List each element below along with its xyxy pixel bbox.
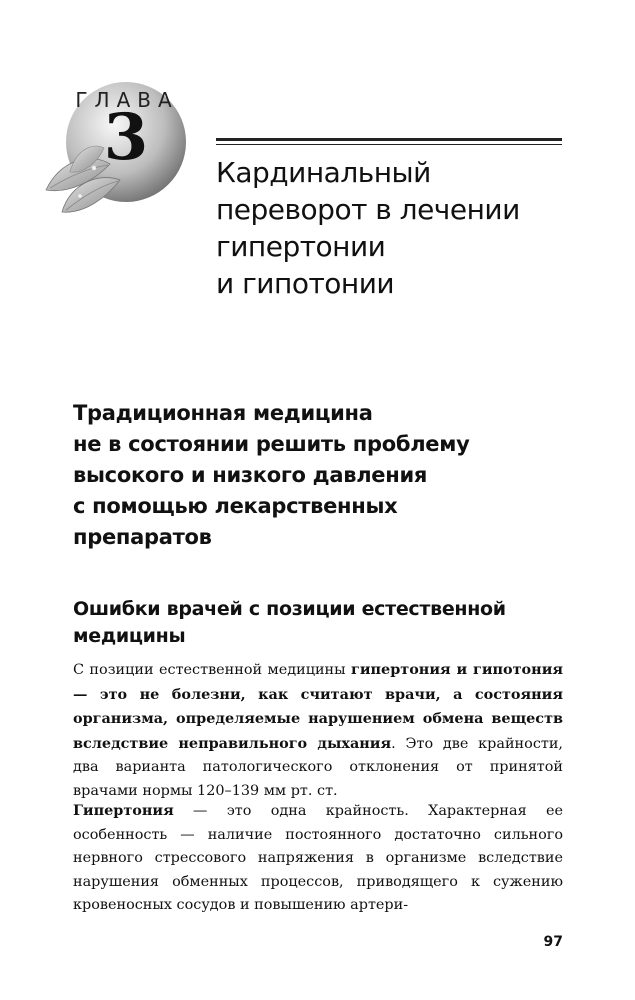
chapter-label: ГЛАВА [75,88,179,112]
title-rule-thin [216,144,562,145]
paragraph-1-bold: гипертония и гипотония — это не болезни, как считают врачи, а состояния организма, определяемые нарушением обмена веществ вследствие неправильного дыхания [73,661,563,752]
chapter-title-line: переворот в лечении [216,193,520,226]
page-number: 97 [543,934,563,950]
subsection-title [73,596,573,650]
paragraph-2 [73,799,563,918]
section-title-line: Традиционная медицина [73,401,373,425]
paragraph-2-bold: Гипертония [73,802,174,819]
section-title-line: с помощью лекарственных [73,494,398,518]
paragraph-1-rest: . Это две крайности, два варианта патологического отклонения от принятой врачами нормы 120–139 мм рт. ст. [73,735,564,799]
subsection-title-line: медицины [73,625,186,647]
chapter-title-line: и гипотонии [216,267,395,300]
section-title [73,398,573,553]
section-title-line: препаратов [73,525,212,549]
subsection-title-line: Ошибки врачей с позиции естественной [73,598,506,620]
paragraph-1-lead: С позиции естественной медицины [73,662,352,678]
title-rule-thick [216,138,562,141]
chapter-title [216,154,576,302]
paragraph-2-rest: — это одна крайность. Характерная ее особенность — наличие постоянного достаточно сильного нервного стрессового напряжения в организме вследствие нарушения обменных процессов, приводящего к сужению кровеносных сосудов и повышению артери- [73,803,563,913]
section-title-line: высокого и низкого давления [73,463,428,487]
paragraph-1 [73,658,563,803]
chapter-number: 3 [103,100,149,175]
chapter-title-line: Кардинальный [216,156,431,189]
chapter-title-line: гипертонии [216,230,386,263]
section-title-line: не в состоянии решить проблему [73,432,470,456]
